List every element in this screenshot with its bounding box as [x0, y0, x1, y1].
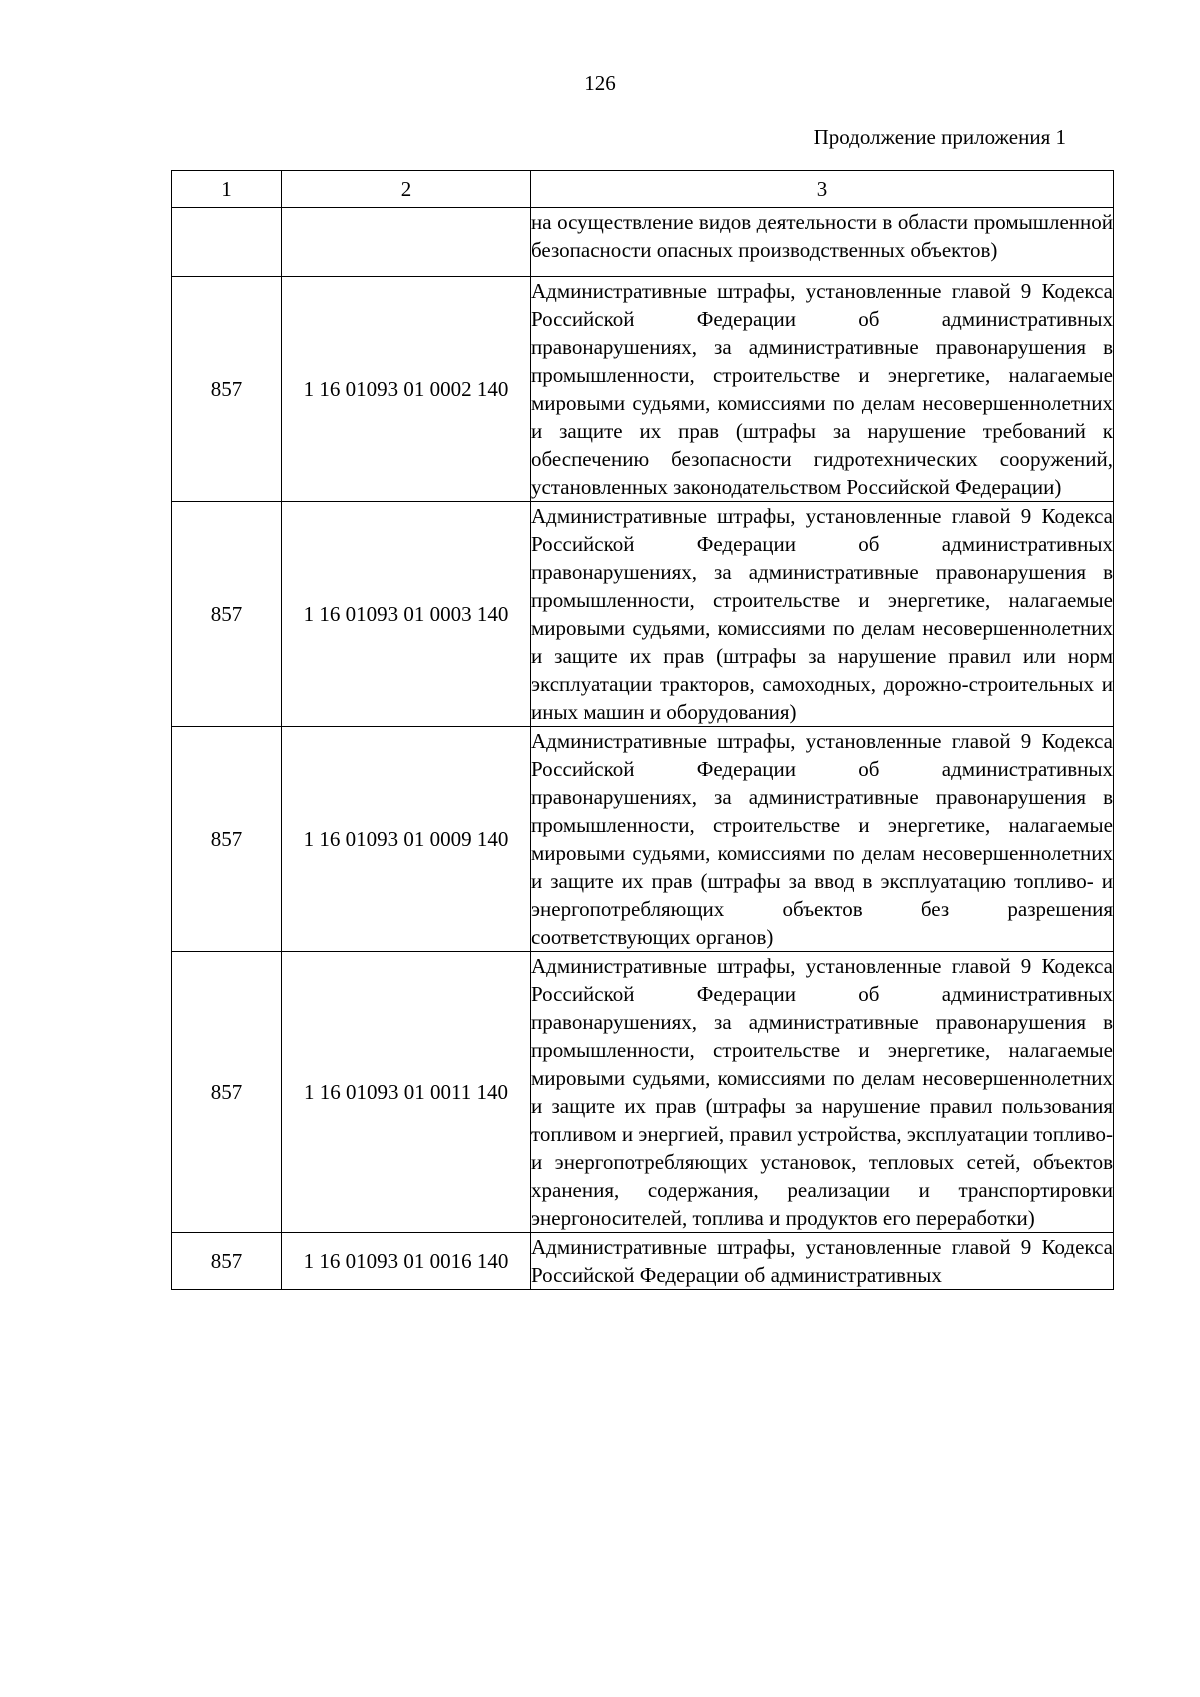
income-code-cell: 1 16 01093 01 0011 140: [282, 952, 531, 1233]
income-code-cell: 1 16 01093 01 0002 140: [282, 277, 531, 502]
admin-code-cell: [172, 208, 282, 277]
header-col-1: 1: [172, 171, 282, 208]
page-number: 126: [584, 71, 616, 95]
admin-code-cell: 857: [172, 727, 282, 952]
description-text: на осуществление видов деятельности в области промышленной безопасности опасных производственных объектов): [531, 210, 1113, 262]
description-text: Административные штрафы, установленные главой 9 Кодекса Российской Федерации об административных правонарушениях, за административные правонарушения в промышленности, строительстве и энергетике, налагаемые мировыми судьями, комиссиями по делам несовершеннолетних и защите их прав (штрафы за нарушение правил пользования топливом и энергией, правил устройства, эксплуатации топливо- и энергопотребляющих установок, тепловых сетей, объектов хранения, содержания, реализации и транспортировки энергоносителей, топлива и продуктов его переработки): [531, 954, 1113, 1230]
header-col-2: 2: [282, 171, 531, 208]
admin-code-cell: 857: [172, 277, 282, 502]
description-text: Административные штрафы, установленные главой 9 Кодекса Российской Федерации об административных правонарушениях, за административные правонарушения в промышленности, строительстве и энергетике, налагаемые мировыми судьями, комиссиями по делам несовершеннолетних и защите их прав (штрафы за нарушение правил или норм эксплуатации тракторов, самоходных, дорожно-строительных и иных машин и оборудования): [531, 504, 1113, 724]
table-row: [172, 952, 1114, 1233]
income-code-cell: 1 16 01093 01 0003 140: [282, 502, 531, 727]
income-code-cell: 1 16 01093 01 0016 140: [282, 1233, 531, 1290]
table-row: [172, 727, 1114, 952]
table-row: [172, 1233, 1114, 1290]
description-text: Административные штрафы, установленные главой 9 Кодекса Российской Федерации об административных: [531, 1235, 1113, 1287]
table-row: [172, 502, 1114, 727]
admin-code-cell: 857: [172, 952, 282, 1233]
table-row: [172, 277, 1114, 502]
description-cell: [531, 1233, 1114, 1290]
table-row: [172, 208, 1114, 277]
header-col-3: 3: [531, 171, 1114, 208]
admin-code-cell: 857: [172, 1233, 282, 1290]
table-header-row: [172, 171, 1114, 208]
description-cell: [531, 277, 1114, 502]
description-cell: [531, 952, 1114, 1233]
income-code-cell: 1 16 01093 01 0009 140: [282, 727, 531, 952]
income-code-cell: [282, 208, 531, 277]
description-cell: [531, 502, 1114, 727]
continuation-label: Продолжение приложения 1: [813, 125, 1066, 149]
description-text: Административные штрафы, установленные главой 9 Кодекса Российской Федерации об административных правонарушениях, за административные правонарушения в промышленности, строительстве и энергетике, налагаемые мировыми судьями, комиссиями по делам несовершеннолетних и защите их прав (штрафы за ввод в эксплуатацию топливо- и энергопотребляющих объектов без разрешения соответствующих органов): [531, 729, 1113, 949]
description-text: Административные штрафы, установленные главой 9 Кодекса Российской Федерации об административных правонарушениях, за административные правонарушения в промышленности, строительстве и энергетике, налагаемые мировыми судьями, комиссиями по делам несовершеннолетних и защите их прав (штрафы за нарушение требований к обеспечению безопасности гидротехнических сооружений, установленных законодательством Российской Федерации): [531, 279, 1113, 499]
description-cell: [531, 727, 1114, 952]
admin-code-cell: 857: [172, 502, 282, 727]
description-cell: [531, 208, 1114, 277]
income-codes-table: [171, 170, 1114, 1290]
